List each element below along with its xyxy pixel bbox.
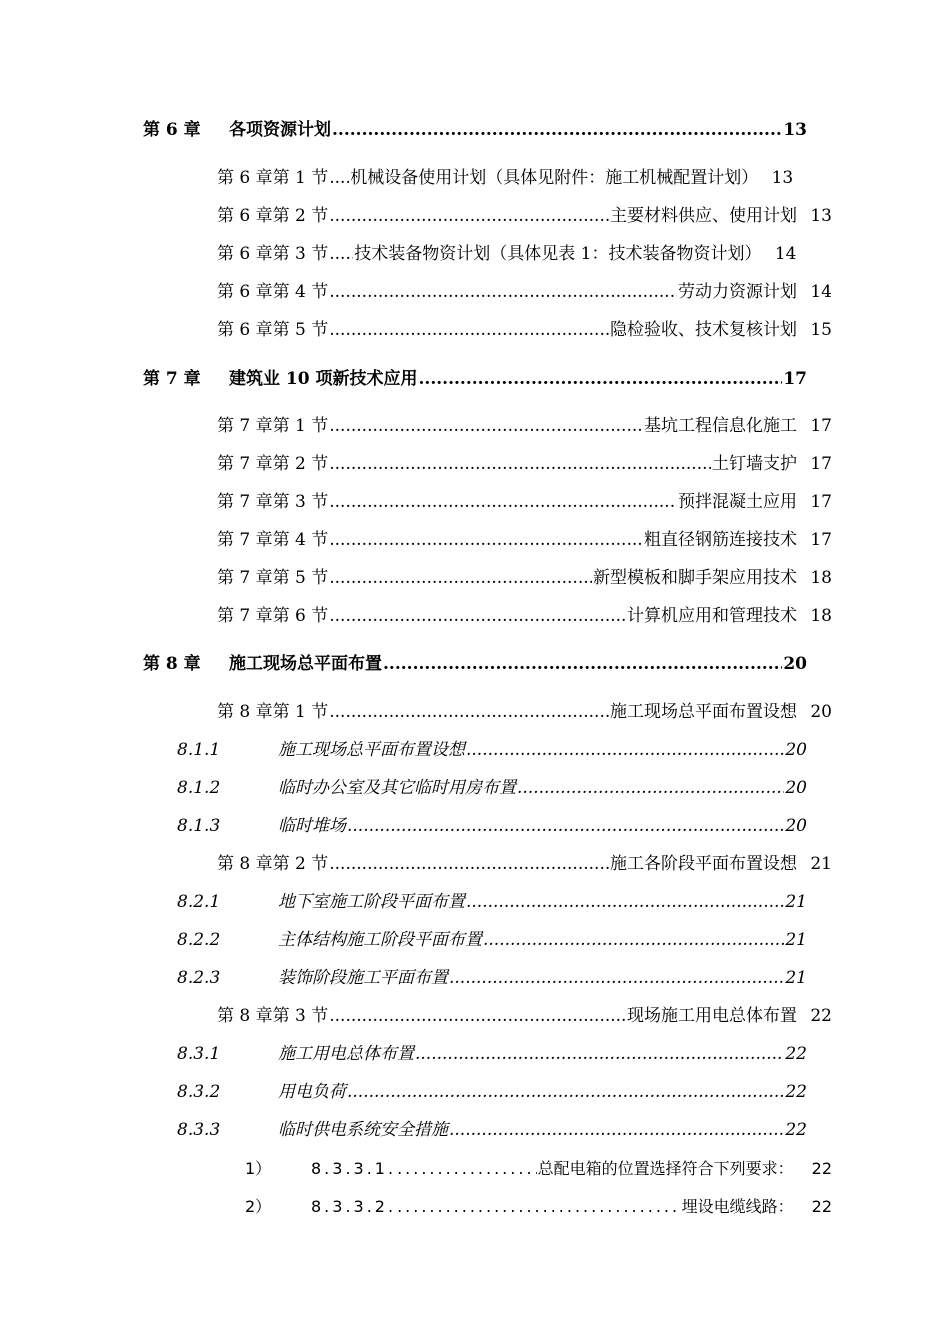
toc-section[interactable] — [217, 239, 832, 269]
leader-dots — [329, 411, 643, 441]
toc-subsection[interactable] — [177, 773, 807, 803]
page-number: 21 — [785, 930, 807, 950]
section-label: 第 7 章第 4 节 — [217, 530, 329, 550]
section-label: 第 7 章第 5 节 — [217, 568, 329, 588]
section-label: 第 8 章第 2 节 — [217, 854, 329, 874]
page-number: 22 — [785, 1120, 807, 1140]
leader-dots — [332, 115, 782, 145]
toc-chapter-8[interactable] — [143, 649, 807, 679]
page-number: 17 — [810, 492, 832, 512]
page-number: 15 — [810, 320, 832, 340]
section-label: 第 8 章第 1 节 — [217, 702, 329, 722]
leader-dots — [397, 1154, 537, 1184]
page-number: 21 — [810, 854, 832, 874]
leader-dots — [329, 449, 711, 479]
toc-chapter-6[interactable] — [143, 115, 807, 145]
page-number: 18 — [810, 606, 832, 626]
section-label: 第 7 章第 2 节 — [217, 454, 329, 474]
leader-dots — [449, 1115, 784, 1145]
page-number: 22 — [811, 1159, 832, 1178]
chapter-title: 各项资源计划 — [229, 120, 331, 140]
page-number: 13 — [771, 168, 794, 188]
page-number: 22 — [785, 1082, 807, 1102]
leader-dots — [466, 887, 784, 917]
page-number: 18 — [810, 568, 832, 588]
section-title: 基坑工程信息化施工 — [644, 416, 797, 436]
leader-dots — [449, 963, 784, 993]
subsection-number: 8.3.3 — [177, 1120, 221, 1140]
subsection-number: 8.1.3 — [177, 816, 221, 836]
page-number: 14 — [774, 244, 797, 264]
section-title: 机械设备使用计划（具体见附件：施工机械配置计划） — [350, 168, 759, 188]
subsection-title: 地下室施工阶段平面布置 — [278, 892, 465, 912]
subsection-title: 临时供电系统安全措施 — [278, 1120, 448, 1140]
section-title: 隐检验收、技术复核计划 — [610, 320, 797, 340]
section-title: 土钉墙支护 — [712, 454, 797, 474]
leader-dots — [329, 601, 626, 631]
chapter-number: 第 8 章 — [143, 654, 201, 674]
leader-dots — [329, 163, 349, 193]
page-number: 20 — [785, 740, 807, 760]
list-marker: 1） — [245, 1159, 272, 1178]
leader-dots — [329, 277, 677, 307]
leader-dots — [483, 925, 784, 955]
section-title: 施工各阶段平面布置设想 — [610, 854, 797, 874]
section-title: 新型模板和脚手架应用技术 — [593, 568, 797, 588]
subsection-number: 8.1.2 — [177, 778, 221, 798]
subsection-title: 临时堆场 — [278, 816, 346, 836]
section-title: 劳动力资源计划 — [678, 282, 797, 302]
toc-list-item[interactable] — [245, 1154, 832, 1184]
chapter-title: 建筑业 10 项新技术应用 — [229, 369, 418, 389]
item-code: 8.3.3.2. — [311, 1197, 397, 1216]
page-number: 20 — [785, 816, 807, 836]
toc-subsection[interactable] — [177, 811, 807, 841]
page-number: 13 — [810, 206, 832, 226]
leader-dots — [329, 697, 609, 727]
section-label: 第 6 章第 2 节 — [217, 206, 329, 226]
toc-subsection[interactable] — [177, 963, 807, 993]
leader-dots — [347, 811, 784, 841]
toc-subsection[interactable] — [177, 887, 807, 917]
toc-subsection[interactable] — [177, 1039, 807, 1069]
section-label: 第 6 章第 4 节 — [217, 282, 329, 302]
section-title: 现场施工用电总体布置 — [627, 1006, 797, 1026]
toc-section[interactable] — [217, 449, 832, 479]
leader-dots — [415, 1039, 784, 1069]
leader-dots — [517, 773, 784, 803]
leader-dots — [329, 315, 609, 345]
leader-dots — [419, 364, 783, 394]
section-label: 第 6 章第 1 节 — [217, 168, 329, 188]
leader-dots — [329, 563, 592, 593]
subsection-title: 主体结构施工阶段平面布置 — [278, 930, 482, 950]
toc-section[interactable] — [217, 1001, 832, 1031]
toc-section[interactable] — [217, 277, 832, 307]
section-title: 技术装备物资计划（具体见表 1：技术装备物资计划） — [354, 244, 762, 264]
section-title: 预拌混凝土应用 — [678, 492, 797, 512]
page-number: 13 — [783, 120, 807, 140]
subsection-number: 8.3.2 — [177, 1082, 221, 1102]
leader-dots — [329, 849, 609, 879]
page-number: 21 — [785, 892, 807, 912]
leader-dots — [329, 487, 677, 517]
leader-dots — [347, 1077, 784, 1107]
toc-section[interactable] — [217, 563, 832, 593]
toc-subsection[interactable] — [177, 1115, 807, 1145]
subsection-title: 用电负荷 — [278, 1082, 346, 1102]
page-number: 20 — [810, 702, 832, 722]
subsection-number: 8.2.3 — [177, 968, 221, 988]
leader-dots — [329, 1001, 626, 1031]
section-title: 主要材料供应、使用计划 — [610, 206, 797, 226]
section-label: 第 7 章第 6 节 — [217, 606, 329, 626]
toc-section[interactable] — [217, 697, 832, 727]
subsection-title: 施工现场总平面布置设想 — [278, 740, 465, 760]
section-label: 第 7 章第 1 节 — [217, 416, 329, 436]
toc-list-item[interactable] — [245, 1192, 832, 1222]
section-title: 计算机应用和管理技术 — [627, 606, 797, 626]
section-label: 第 7 章第 3 节 — [217, 492, 329, 512]
toc-subsection[interactable] — [177, 925, 807, 955]
subsection-title: 装饰阶段施工平面布置 — [278, 968, 448, 988]
leader-dots — [329, 201, 609, 231]
chapter-title: 施工现场总平面布置 — [229, 654, 382, 674]
toc-section[interactable] — [217, 315, 832, 345]
section-title: 粗直径钢筋连接技术 — [644, 530, 797, 550]
page-number: 20 — [783, 654, 807, 674]
toc-section[interactable] — [217, 411, 832, 441]
subsection-number: 8.2.1 — [177, 892, 221, 912]
page-number: 22 — [785, 1044, 807, 1064]
page-number: 22 — [811, 1197, 832, 1216]
page-number: 17 — [810, 454, 832, 474]
subsection-number: 8.2.2 — [177, 930, 221, 950]
toc-section[interactable] — [217, 525, 832, 555]
chapter-number: 第 6 章 — [143, 120, 201, 140]
toc-section[interactable] — [217, 487, 832, 517]
section-label: 第 8 章第 3 节 — [217, 1006, 329, 1026]
subsection-number: 8.3.1 — [177, 1044, 221, 1064]
subsection-title: 施工用电总体布置 — [278, 1044, 414, 1064]
page-number: 20 — [785, 778, 807, 798]
toc-chapter-7[interactable] — [143, 364, 807, 394]
page-number: 17 — [783, 369, 807, 389]
leader-dots — [383, 649, 782, 679]
toc-section[interactable] — [217, 201, 832, 231]
leader-dots — [329, 525, 643, 555]
leader-dots — [397, 1192, 681, 1222]
page-number: 21 — [785, 968, 807, 988]
item-title: 埋设电缆线路： — [681, 1197, 794, 1216]
item-code: 8.3.3.1. — [311, 1159, 397, 1178]
leader-dots — [329, 239, 353, 269]
section-title: 施工现场总平面布置设想 — [610, 702, 797, 722]
toc-section[interactable] — [217, 601, 832, 631]
leader-dots — [466, 735, 784, 765]
page-number: 17 — [810, 416, 832, 436]
chapter-number: 第 7 章 — [143, 369, 201, 389]
subsection-number: 8.1.1 — [177, 740, 221, 760]
page-number: 17 — [810, 530, 832, 550]
list-marker: 2） — [245, 1197, 272, 1216]
section-label: 第 6 章第 5 节 — [217, 320, 329, 340]
page-number: 22 — [810, 1006, 832, 1026]
toc-section[interactable] — [217, 849, 832, 879]
section-label: 第 6 章第 3 节 — [217, 244, 329, 264]
toc-subsection[interactable] — [177, 735, 807, 765]
subsection-title: 临时办公室及其它临时用房布置 — [278, 778, 516, 798]
page-number: 14 — [810, 282, 832, 302]
toc-subsection[interactable] — [177, 1077, 807, 1107]
toc-section[interactable] — [217, 163, 832, 193]
item-title: 总配电箱的位置选择符合下列要求： — [537, 1159, 794, 1178]
